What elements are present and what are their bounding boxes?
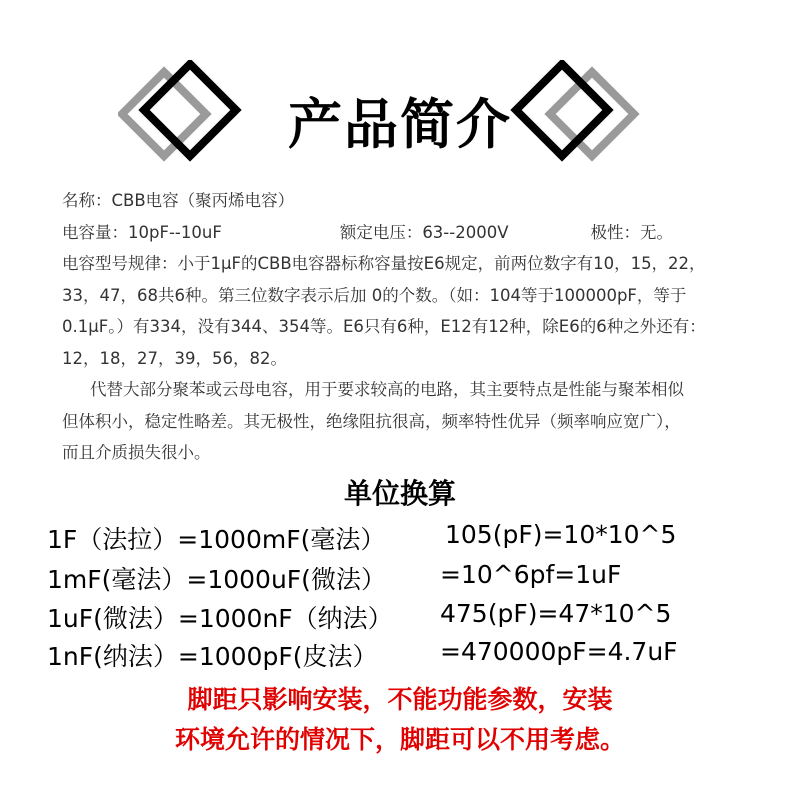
conversion-right: 475(pF)=47*10^5 (440, 599, 672, 628)
diamond-decoration-right (510, 60, 640, 170)
rule-line: 33，47，68共6种。第三位数字表示后加 0的个数。（如：104等于100000pF，等于 (62, 285, 687, 305)
page-title: 产品简介 (288, 93, 512, 156)
unit-conversion-title: 单位换算 (343, 477, 456, 510)
conversion-row (0, 637, 800, 673)
conversion-right: =470000pF=4.7uF (440, 637, 678, 666)
conversion-left: 1uF(微法）=1000nF（纳法） (47, 604, 393, 633)
installation-notice (0, 680, 800, 760)
spec-line (62, 217, 752, 249)
conversion-left: 1F（法拉）=1000mF(毫法） (47, 525, 386, 554)
description-line: 而且介质损失很小。 (62, 443, 211, 462)
rule-line: 电容型号规律：小于1μF的CBB电容器标称容量按E6规定，前两位数字有10，15，22， (62, 254, 706, 273)
product-intro (62, 185, 752, 469)
notice-line: 环境允许的情况下，脚距可以不用考虑。 (174, 725, 625, 754)
conversion-row (0, 560, 800, 596)
header (0, 60, 800, 170)
rule-line: 12，18，27，39，56，82。 (62, 348, 287, 368)
conversion-row (0, 520, 800, 556)
conversion-right: 105(pF)=10*10^5 (445, 520, 677, 549)
notice-line: 脚距只影响安装，不能功能参数，安装 (187, 685, 613, 714)
capacity-spec: 电容量：10pF--10uF (62, 222, 222, 242)
description-line: 代替大部分聚苯或云母电容，用于要求较高的电路，其主要特点是性能与聚苯相似 (90, 380, 684, 399)
conversion-right: =10^6pf=1uF (440, 560, 622, 589)
voltage-spec: 额定电压：63--2000V (339, 222, 509, 242)
polarity-spec: 极性：无。 (590, 222, 673, 242)
conversion-row (0, 599, 800, 635)
conversion-left: 1nF(纳法）=1000pF(皮法） (47, 642, 378, 671)
description-line: 但体积小，稳定性略差。其无极性，绝缘阻抗很高，频率特性优异（频率响应宽广）， (62, 411, 681, 431)
product-name: 名称：CBB电容（聚丙烯电容） (62, 191, 295, 210)
rule-line: 0.1μF。）有334，没有344、354等。E6只有6种，E12有12种，除E6的6种之外还有： (62, 317, 706, 336)
conversion-left: 1mF(毫法）=1000uF(微法） (47, 565, 386, 594)
